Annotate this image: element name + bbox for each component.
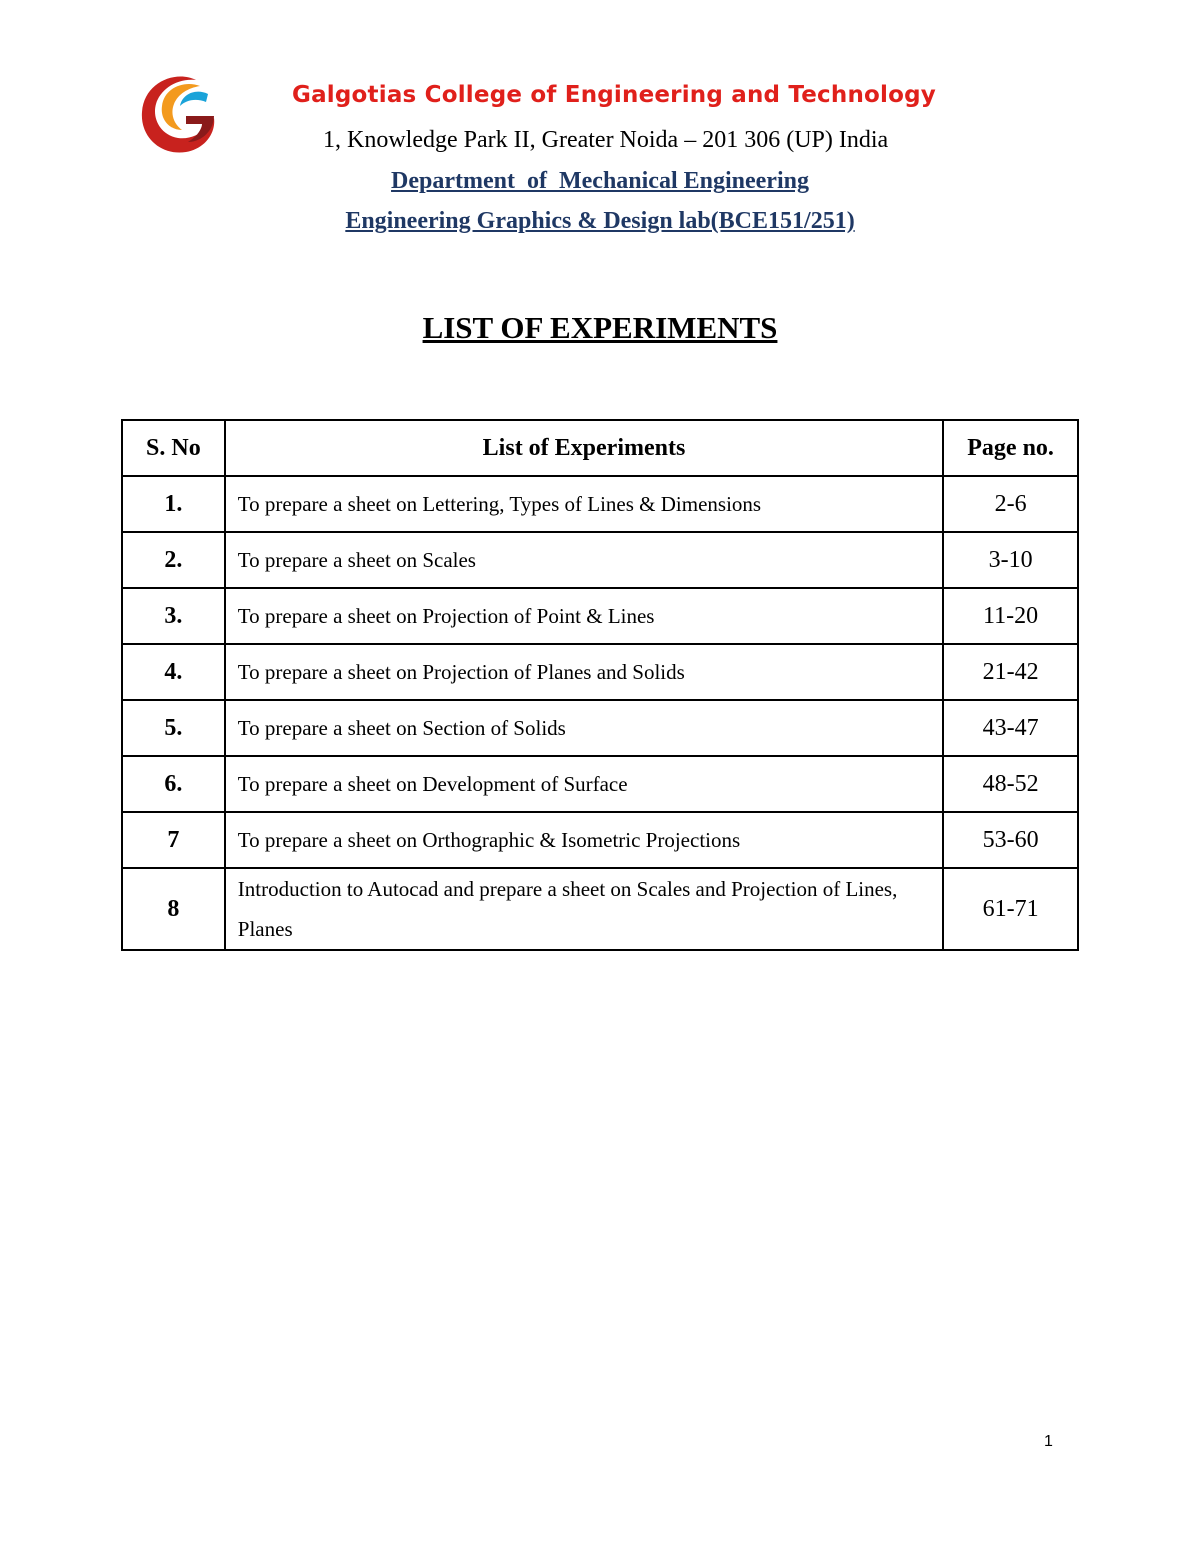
college-address: 1, Knowledge Park II, Greater Noida – 201 306 (UP) India (323, 127, 889, 153)
page-number: 1 (1044, 1433, 1053, 1450)
row-page: 48-52 (943, 756, 1078, 812)
experiments-table (121, 419, 1079, 951)
header-page: Page no. (943, 420, 1078, 476)
row-experiment: To prepare a sheet on Projection of Point & Lines (225, 588, 943, 644)
row-sno: 3. (122, 588, 225, 644)
row-page: 53-60 (943, 812, 1078, 868)
row-sno: 8 (122, 868, 225, 950)
table-row (122, 700, 1078, 756)
table-row (122, 812, 1078, 868)
table-row (122, 756, 1078, 812)
row-page: 2-6 (943, 476, 1078, 532)
row-page: 61-71 (943, 868, 1078, 950)
table-row (122, 588, 1078, 644)
row-page: 21-42 (943, 644, 1078, 700)
row-experiment: To prepare a sheet on Orthographic & Isometric Projections (225, 812, 943, 868)
row-sno: 1. (122, 476, 225, 532)
department-name: Department of Mechanical Engineering (391, 168, 809, 194)
row-sno: 6. (122, 756, 225, 812)
course-title: Engineering Graphics & Design lab(BCE151/251) (345, 208, 855, 234)
table-row (122, 532, 1078, 588)
row-experiment: To prepare a sheet on Section of Solids (225, 700, 943, 756)
row-page: 43-47 (943, 700, 1078, 756)
table-row (122, 868, 1078, 950)
row-sno: 4. (122, 644, 225, 700)
row-sno: 2. (122, 532, 225, 588)
table-row (122, 476, 1078, 532)
college-name: Galgotias College of Engineering and Technology (292, 82, 936, 108)
row-page: 3-10 (943, 532, 1078, 588)
table-header-row (122, 420, 1078, 476)
header-sno: S. No (122, 420, 225, 476)
college-logo-icon (138, 72, 220, 156)
row-experiment: To prepare a sheet on Development of Surface (225, 756, 943, 812)
header-experiment: List of Experiments (225, 420, 943, 476)
table-row (122, 644, 1078, 700)
row-sno: 5. (122, 700, 225, 756)
row-experiment: Introduction to Autocad and prepare a sheet on Scales and Projection of Lines, Planes (225, 868, 943, 950)
row-experiment: To prepare a sheet on Lettering, Types of Lines & Dimensions (225, 476, 943, 532)
row-sno: 7 (122, 812, 225, 868)
page-title: LIST OF EXPERIMENTS (422, 310, 778, 345)
row-experiment: To prepare a sheet on Scales (225, 532, 943, 588)
row-page: 11-20 (943, 588, 1078, 644)
row-experiment: To prepare a sheet on Projection of Planes and Solids (225, 644, 943, 700)
